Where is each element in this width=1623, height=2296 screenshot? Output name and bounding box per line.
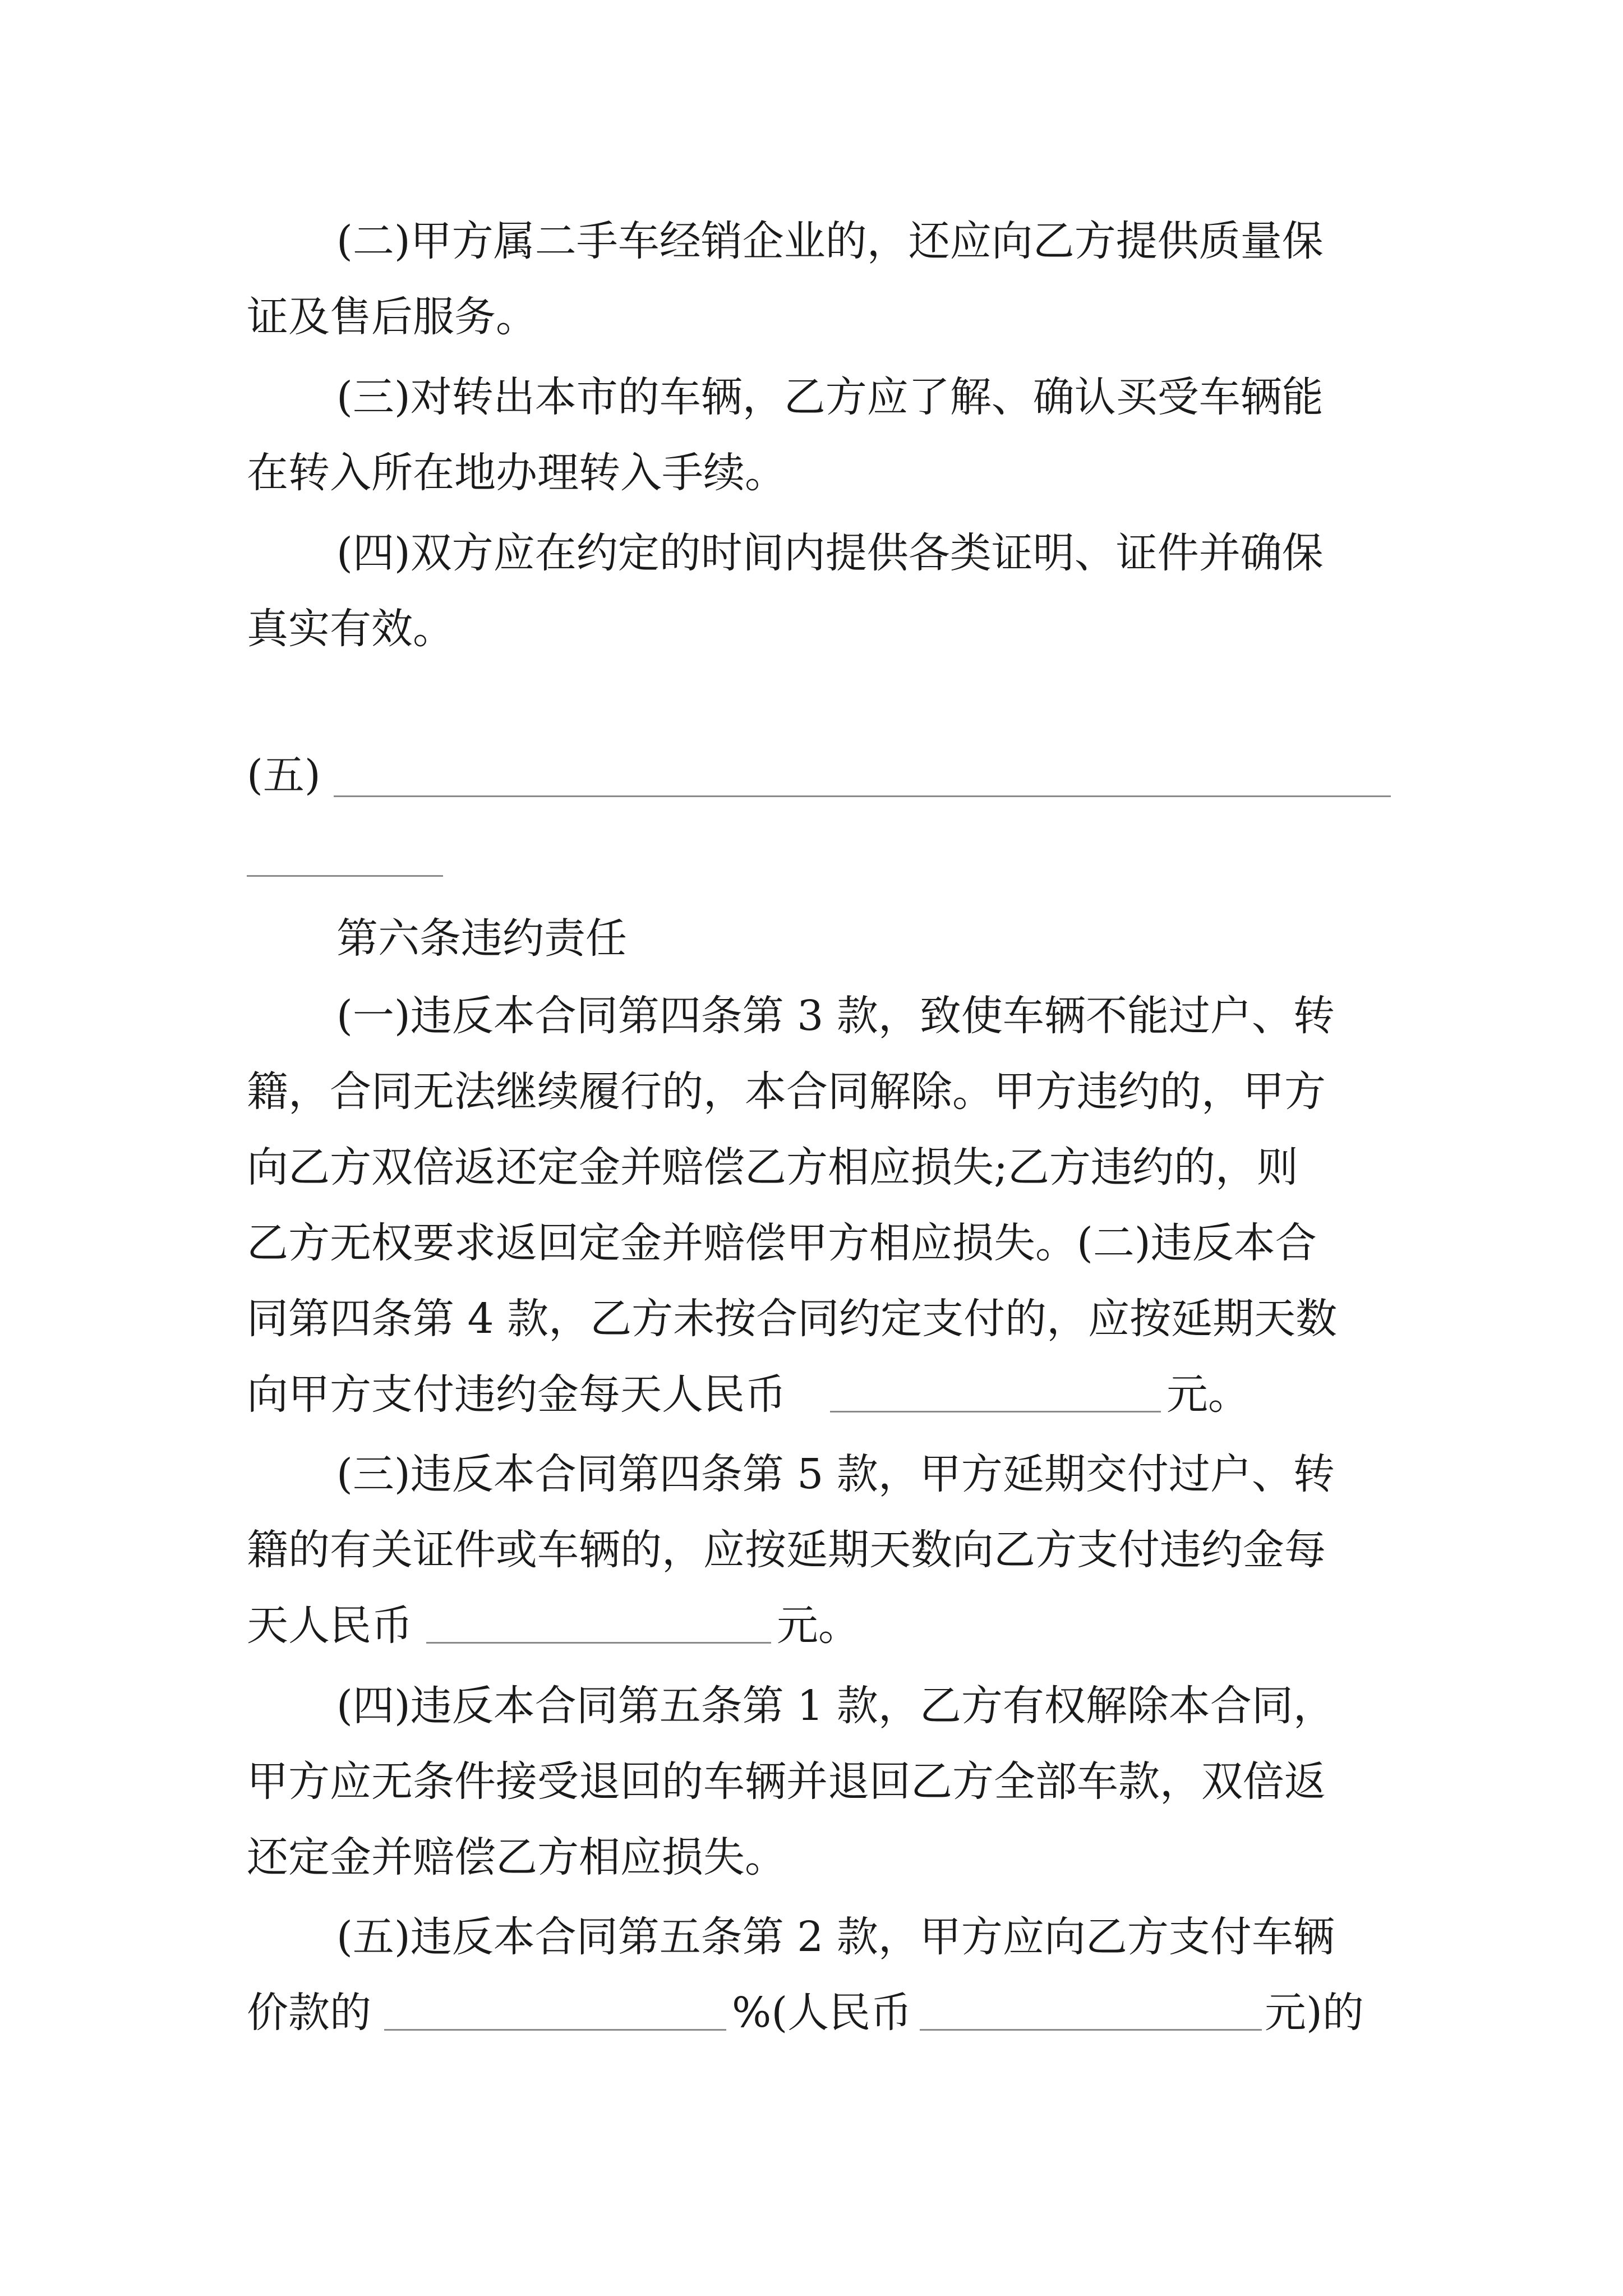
penalty-daily-amount-blank-2[interactable] (426, 1642, 771, 1644)
penalty-daily-amount-blank-1[interactable] (830, 1411, 1161, 1412)
clause-5-blank-rule-continued (247, 875, 443, 877)
clause-5-line: (五) (247, 751, 321, 799)
article-6-item-5-line-1: (五)违反本合同第五条第 2 款，甲方应向乙方支付车辆 (336, 1913, 1335, 1961)
article-6-item-1-line-5: 同第四条第 4 款，乙方未按合同约定支付的，应按延期天数 (247, 1295, 1338, 1343)
article-6-item-5-line-2: 价款的 %(人民币 元)的 (247, 1989, 1364, 2037)
clause-4-line-2: 真实有效。 (247, 605, 454, 653)
article-6-item-4-line-2: 甲方应无条件接受退回的车辆并退回乙方全部车款，双倍返 (247, 1757, 1326, 1806)
article-6-item-1-line-3: 向乙方双倍返还定金并赔偿乙方相应损失;乙方违约的，则 (247, 1143, 1298, 1191)
clause-5-blank-rule (334, 795, 1391, 797)
article-6-item-3-line-1: (三)违反本合同第四条第 5 款，甲方延期交付过户、转 (336, 1450, 1335, 1498)
article-6-heading: 第六条违约责任 (336, 914, 627, 963)
article-6-item-3-line-3: 天人民币 元。 (247, 1602, 860, 1650)
article-6-item-1-line-1: (一)违反本合同第四条第 3 款，致使车辆不能过户、转 (336, 992, 1335, 1040)
article-6-item-3-line-2: 籍的有关证件或车辆的，应按延期天数向乙方支付违约金每 (247, 1526, 1326, 1574)
clause-2-line-1: (二)甲方属二手车经销企业的，还应向乙方提供质量保 (336, 217, 1324, 265)
price-percent-blank[interactable] (384, 2029, 726, 2031)
clause-3-line-1: (三)对转出本市的车辆，乙方应了解、确认买受车辆能 (336, 373, 1324, 421)
article-6-item-1-line-6: 向甲方支付违约金每天人民币 元。 (247, 1370, 1249, 1419)
clause-2-line-2: 证及售后服务。 (247, 293, 537, 341)
clause-4-line-1: (四)双方应在约定的时间内提供各类证明、证件并确保 (336, 529, 1324, 577)
article-6-item-1-line-2: 籍，合同无法继续履行的，本合同解除。甲方违约的，甲方 (247, 1068, 1326, 1116)
clause-3-line-2: 在转入所在地办理转入手续。 (247, 449, 786, 497)
article-6-item-4-line-1: (四)违反本合同第五条第 1 款，乙方有权解除本合同， (336, 1682, 1335, 1730)
price-amount-blank[interactable] (920, 2029, 1262, 2031)
article-6-item-4-line-3: 还定金并赔偿乙方相应损失。 (247, 1833, 786, 1881)
article-6-item-1-line-4: 乙方无权要求返回定金并赔偿甲方相应损失。(二)违反本合 (247, 1219, 1317, 1267)
